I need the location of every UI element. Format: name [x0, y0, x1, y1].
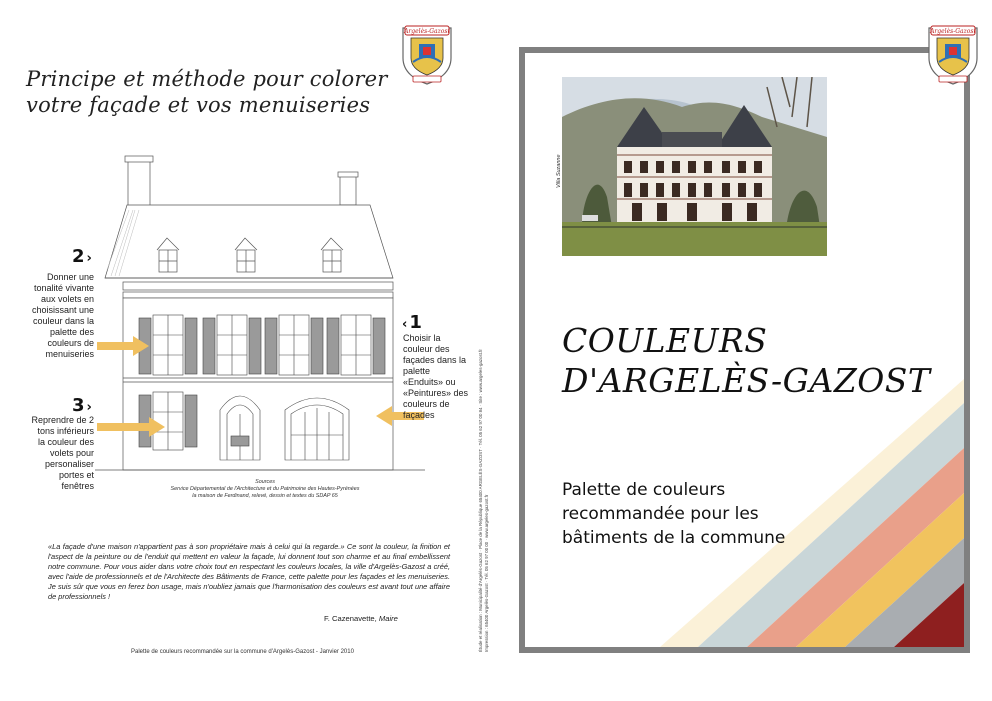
credit-line-2: Impression : 65400 Argelès-Gazost · Tél. 05 62 97 00 00 · www.argeles-gazost.fr [483, 494, 489, 652]
sources-line-2: la maison de Ferdinand, relevé, dessin et textes du SDAP 65 [192, 493, 338, 499]
left-title-line-2: votre façade et vos menuiseries [26, 93, 371, 117]
cover-subtitle-line-3: bâtiments de la commune [562, 528, 786, 548]
drawing-sources [140, 479, 390, 500]
step-1-number: ‹ 1 [402, 312, 422, 333]
cover-subtitle-line-1: Palette de couleurs [562, 480, 726, 500]
arrow-step-3-icon [97, 417, 165, 437]
mayor-signature [324, 614, 398, 623]
vertical-credit [478, 292, 489, 652]
cover-subtitle [562, 478, 785, 550]
step-3-text: Reprendre de 2 tons inférieurs la couleur des volets pour personaliser portes et fenêtres [31, 415, 94, 491]
svg-text:Argelès-Gazost: Argelès-Gazost [930, 28, 976, 35]
step-2-text: Donner une tonalité vivante aux volets en choisissant une couleur dans la palette des couleurs de menuiseries [31, 272, 94, 359]
signature-role: Maire [378, 614, 398, 623]
step-3-number: 3 › [72, 395, 92, 416]
sources-line-1: Service Départemental de l'Architecture et du Patrimoine des Hautes-Pyrénées [170, 486, 360, 492]
signature-name: F. Cazenavette, [324, 614, 377, 623]
step-2-number: 2 › [72, 246, 92, 267]
left-page-title [26, 66, 387, 118]
left-page-footer: Palette de couleurs recommandée sur la commune d'Argelès-Gazost - Janvier 2010 [131, 649, 354, 655]
credit-line-1: Étude et réalisation : Municipalité d'Argelès-Gazost · Place de la République 65400 ARGELÈS-GAZOST · Tél. 05 62 97 00 84 · Site : www.argeles-gazost.fr [478, 349, 483, 652]
left-title-line-1: Principe et méthode pour colorer [26, 67, 388, 91]
step-1-text: Choisir la couleur des façades dans la palette «Enduits» ou «Peintures» des couleurs de façades [403, 333, 469, 420]
cover-title-line-2: D'ARGELÈS-GAZOST [562, 361, 931, 400]
svg-text:Argelès-Gazost: Argelès-Gazost [404, 28, 450, 35]
villa-suzanne-photo [562, 77, 827, 256]
cover-frame [519, 47, 970, 653]
cover-subtitle-line-2: recommandée pour les [562, 504, 759, 524]
mayor-quote: «La façade d'une maison n'appartient pas à son propriétaire mais à celui qui la regarde.» Ce sont la couleur, la finition et l'aspect de la peinture ou de l'enduit qui mettent en valeur la façade, lui donnent tout son charme et au final embellissent notre commune. Pour vous aider dans votre choix tout en respectant les couleurs locales, la ville d'Argelès-Gazost a créé, avec l'aide de professionnels et de l'Architecte des Bâtiments de France, cette palette pour les façades et les menuiseries. Je suis sûr que vous en ferez bon usage, mais n'oubliez jamais que l'harmonisation des couleurs est avant tout une affaire de professionnels ! [48, 542, 450, 601]
sources-heading: Sources [255, 479, 275, 485]
cover-title-line-1: COULEURS [562, 321, 768, 360]
argeles-crest-icon [399, 22, 455, 86]
photo-caption: Villa Suzanne [556, 154, 562, 188]
argeles-crest-cover-icon [925, 22, 981, 86]
arrow-step-2-icon [97, 336, 149, 356]
cover-title [562, 321, 930, 401]
